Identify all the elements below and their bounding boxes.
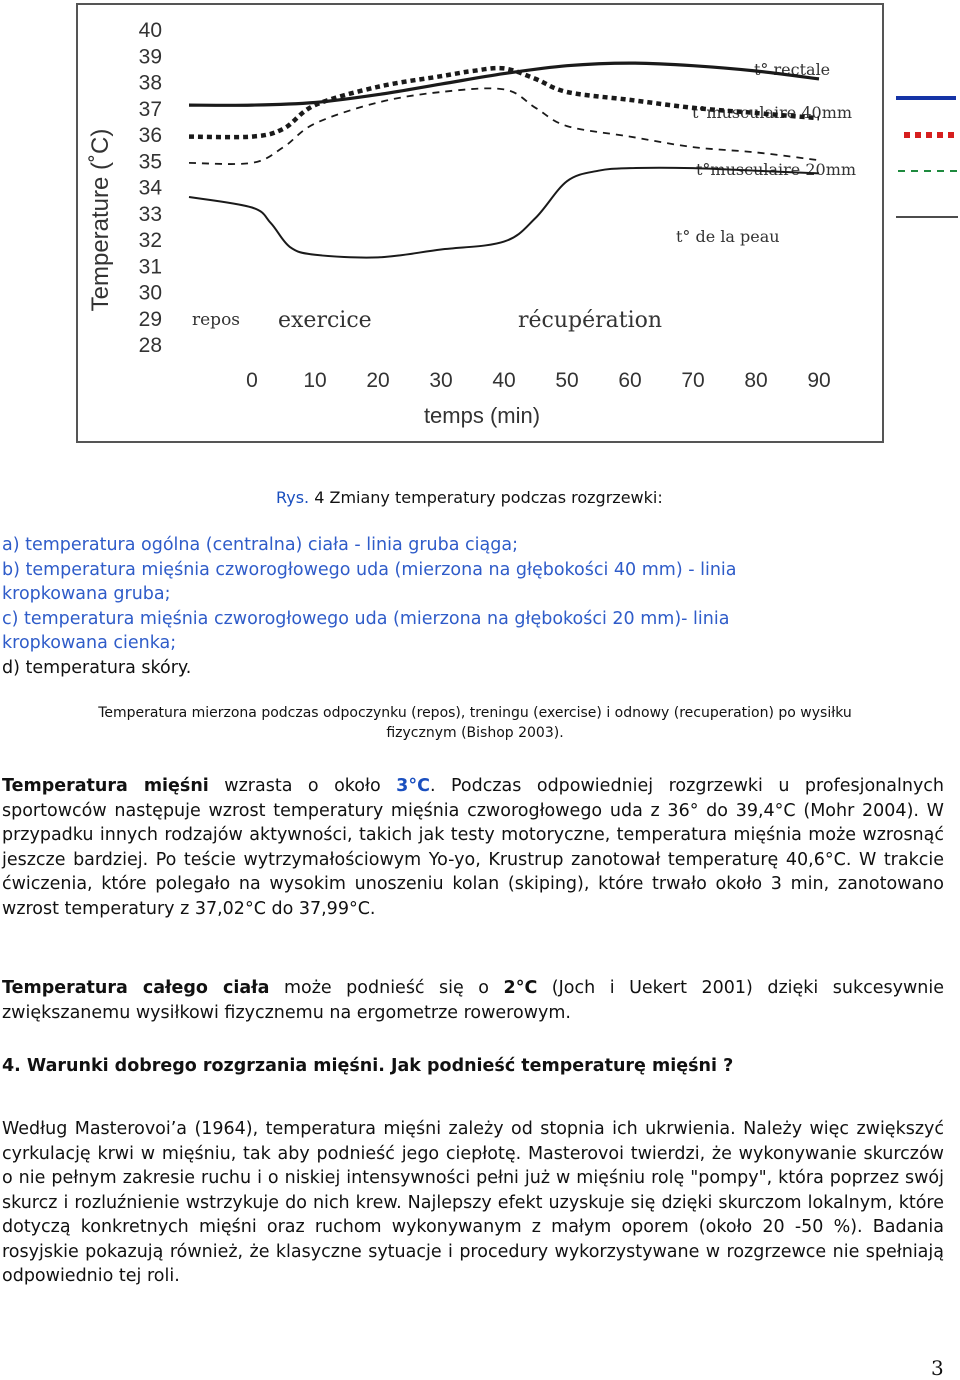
source-note-line1: Temperatura mierzona podczas odpoczynku (repos), treningu (exercise) i odnowy (recuperation) po wysiłku xyxy=(98,705,852,721)
y-tick-label: 37 xyxy=(138,97,162,121)
para1-text2: . Podczas odpowiedniej rozgrzewki u profesjonalnych sportowców następuje wzrost temperatury mięśnia czworogłowego uda z 36° do 39,4°C (Mohr 2004). W przypadku innych rodzajów aktywności, takich jak testy motoryczne, temperatura mięśnia może wzrosnąć jeszcze bardziej. Po teście wytrzymałościowym Yo-yo, Krustrup zanotował temperaturę 40,6°C. W trakcie ćwiczenia, które polegało na wysokim unoszeniu kolan (skiping), które trwało około 3 min, zanotowano wzrost temperatury z 37,02°C do 37,99°C. xyxy=(2,776,945,919)
x-tick-label: 30 xyxy=(429,369,453,392)
series-label-rectale: t° rectale xyxy=(754,60,831,79)
x-tick-label: 70 xyxy=(681,369,705,392)
para2-text1: może podnieść się o xyxy=(269,978,504,998)
x-tick-labels xyxy=(246,369,831,392)
y-tick-labels xyxy=(139,19,163,357)
y-tick-label: 36 xyxy=(138,124,162,147)
page-number: 3 xyxy=(931,1356,944,1380)
source-note-line2: fizycznym (Bishop 2003). xyxy=(386,725,564,741)
x-tick-label: 80 xyxy=(744,369,768,392)
y-tick-label: 39 xyxy=(138,45,162,69)
x-tick-label: 40 xyxy=(492,369,516,392)
x-tick-label: 90 xyxy=(807,369,831,392)
para1-text1: wzrasta o około xyxy=(208,776,397,796)
paragraph-masterovoi: Według Masterovoi’a (1964), temperatura mięśni zależy od stopnia ich ukrwienia. Należy więc zwiększyć cyrkulację krwi w mięśniu, tak aby podnieść jego ciepłotę. Masterovoi twierdzi, że wykonywanie skurczów o nie pełnym zakresie ruchu i o niskiej intensywności pełni już w mięśniu rolę "pompy", która poprzez swój skurcz i rozluźnienie wstrzykuje do nich krew. Najlepszy efekt uzyskuje się dzięki skurczom lokalnym, które dotyczą konkretnych mięśni oraz ruchom wykonywanym z małym oporem (około 20 -50 %). Badania rosyjskie pokazują również, że klasyczne sytuacje i procedury wykorzystywane w rozgrzewce nie spełniają odpowiednio tej roli. xyxy=(2,1119,944,1286)
y-tick-label: 38 xyxy=(138,71,162,95)
series-label-muscle-40mm: t°musculaire 40mm xyxy=(692,103,853,122)
phase-label-rest: repos xyxy=(192,310,241,330)
paragraph-body-temperature xyxy=(2,976,944,1025)
temperature-figure xyxy=(76,3,884,443)
y-tick-label: 34 xyxy=(138,176,162,200)
y-axis-label: Temperature (˚C) xyxy=(87,128,114,312)
para1-bold-value: 3°C xyxy=(396,776,430,796)
y-tick-label: 35 xyxy=(138,150,162,174)
x-tick-label: 60 xyxy=(618,369,642,392)
x-tick-label: 10 xyxy=(303,369,327,392)
section-heading: 4. Warunki dobrego rozgrzania mięśni. Jak podnieść temperaturę mięśni ? xyxy=(2,1056,734,1076)
temperature-chart xyxy=(78,5,882,441)
y-tick-label: 40 xyxy=(138,19,162,42)
para2-bold-value: 2°C xyxy=(503,978,538,998)
x-tick-label: 0 xyxy=(246,369,258,392)
caption-text: 4 Zmiany temperatury podczas rozgrzewki: xyxy=(309,488,663,507)
x-axis-label: temps (min) xyxy=(423,403,541,428)
y-tick-label: 32 xyxy=(138,229,162,252)
y-tick-label: 28 xyxy=(138,334,162,357)
legend-key xyxy=(890,80,960,230)
item-c-line1: c) temperatura mięśnia czworogłowego uda (mierzona na głębokości 20 mm)- linia xyxy=(2,608,730,629)
item-d: d) temperatura skóry. xyxy=(2,657,192,678)
caption-prefix: Rys. xyxy=(276,488,310,507)
item-b-line1: b) temperatura mięśnia czworogłowego uda (mierzona na głębokości 40 mm) - linia xyxy=(2,559,737,580)
y-tick-label: 33 xyxy=(138,202,162,226)
figure-caption xyxy=(276,488,663,507)
paragraph-muscle-temperature xyxy=(2,774,944,921)
para2-text2: (Joch i Uekert 2001) dzięki sukcesywnie zwiększanemu wysiłkowi fizycznemu na ergometrze rowerowym. xyxy=(2,978,944,1023)
y-tick-label: 29 xyxy=(138,307,162,331)
y-tick-label: 31 xyxy=(138,255,162,279)
item-b-line2: kropkowana gruba; xyxy=(2,584,171,604)
para2-bold-lead: Temperatura całego ciała xyxy=(2,978,270,998)
legend-description-list xyxy=(2,533,952,680)
series-label-skin: t° de la peau xyxy=(676,227,780,246)
source-note xyxy=(0,703,950,743)
series-line-muscle-20mm xyxy=(189,88,819,164)
item-a: a) temperatura ogólna (centralna) ciała - linia gruba ciąga; xyxy=(2,535,518,555)
phase-label-recovery: récupération xyxy=(518,308,663,333)
series-label-muscle-20mm: t°musculaire 20mm xyxy=(696,160,857,179)
x-tick-label: 50 xyxy=(555,369,579,392)
para1-bold-lead: Temperatura mięśni xyxy=(2,776,209,796)
phase-label-exercise: exercice xyxy=(278,308,372,333)
x-tick-label: 20 xyxy=(366,369,390,392)
item-c-line2: kropkowana cienka; xyxy=(2,633,177,653)
y-tick-label: 30 xyxy=(138,281,162,305)
